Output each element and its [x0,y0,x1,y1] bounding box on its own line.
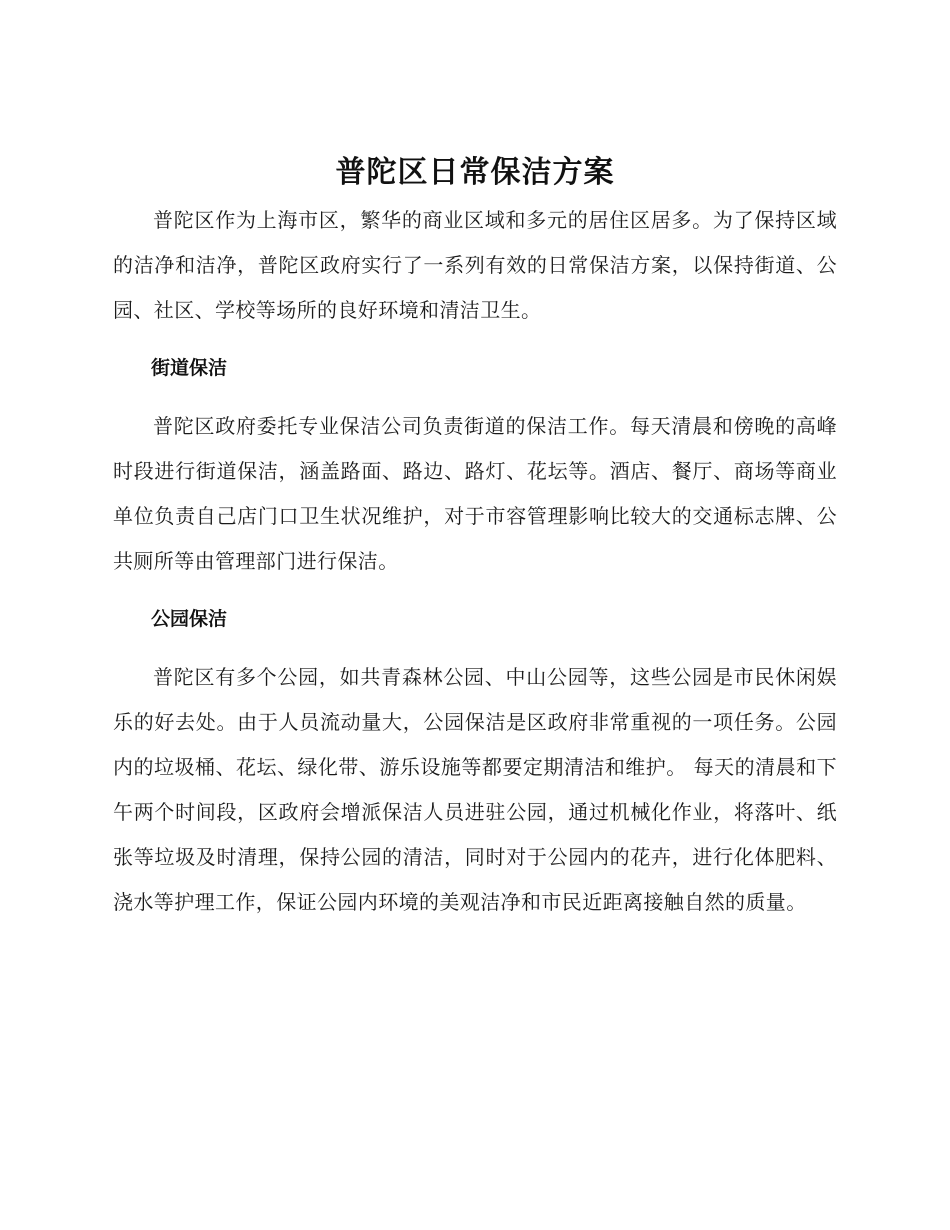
document-body [113,150,837,925]
section-heading-park-cleaning: 公园保洁 [151,608,228,630]
section-body-street-cleaning: 普陀区政府委托专业保洁公司负责街道的保洁工作。每天清晨和傍晚的高峰时段进行街道保洁，涵盖路面、路边、路灯、花坛等。酒店、餐厅、商场等商业单位负责自己店门口卫生状况维护，对于市容管理影响比较大的交通标志牌、公共厕所等由管理部门进行保洁。 [113,414,837,573]
section-heading-street-cleaning: 街道保洁 [151,357,228,379]
document-title: 普陀区日常保洁方案 [335,155,615,190]
intro-paragraph: 普陀区作为上海市区，繁华的商业区域和多元的居住区居多。为了保持区域的洁净和洁净，普陀区政府实行了一系列有效的日常保洁方案，以保持街道、公园、社区、学校等场所的良好环境和清洁卫生。 [113,208,837,322]
section-body-park-cleaning: 普陀区有多个公园，如共青森林公园、中山公园等，这些公园是市民休闲娱乐的好去处。由于人员流动量大，公园保洁是区政府非常重视的一项任务。公园内的垃圾桶、花坛、绿化带、游乐设施等都要定期清洁和维护。 每天的清晨和下午两个时间段，区政府会增派保洁人员进驻公园，通过机械化作业，将落叶、纸张等垃圾及时清理，保持公园的清洁，同时对于公园内的花卉，进行化体肥料、浇水等护理工作，保证公园内环境的美观洁净和市民近距离接触自然的质量。 [113,665,837,914]
